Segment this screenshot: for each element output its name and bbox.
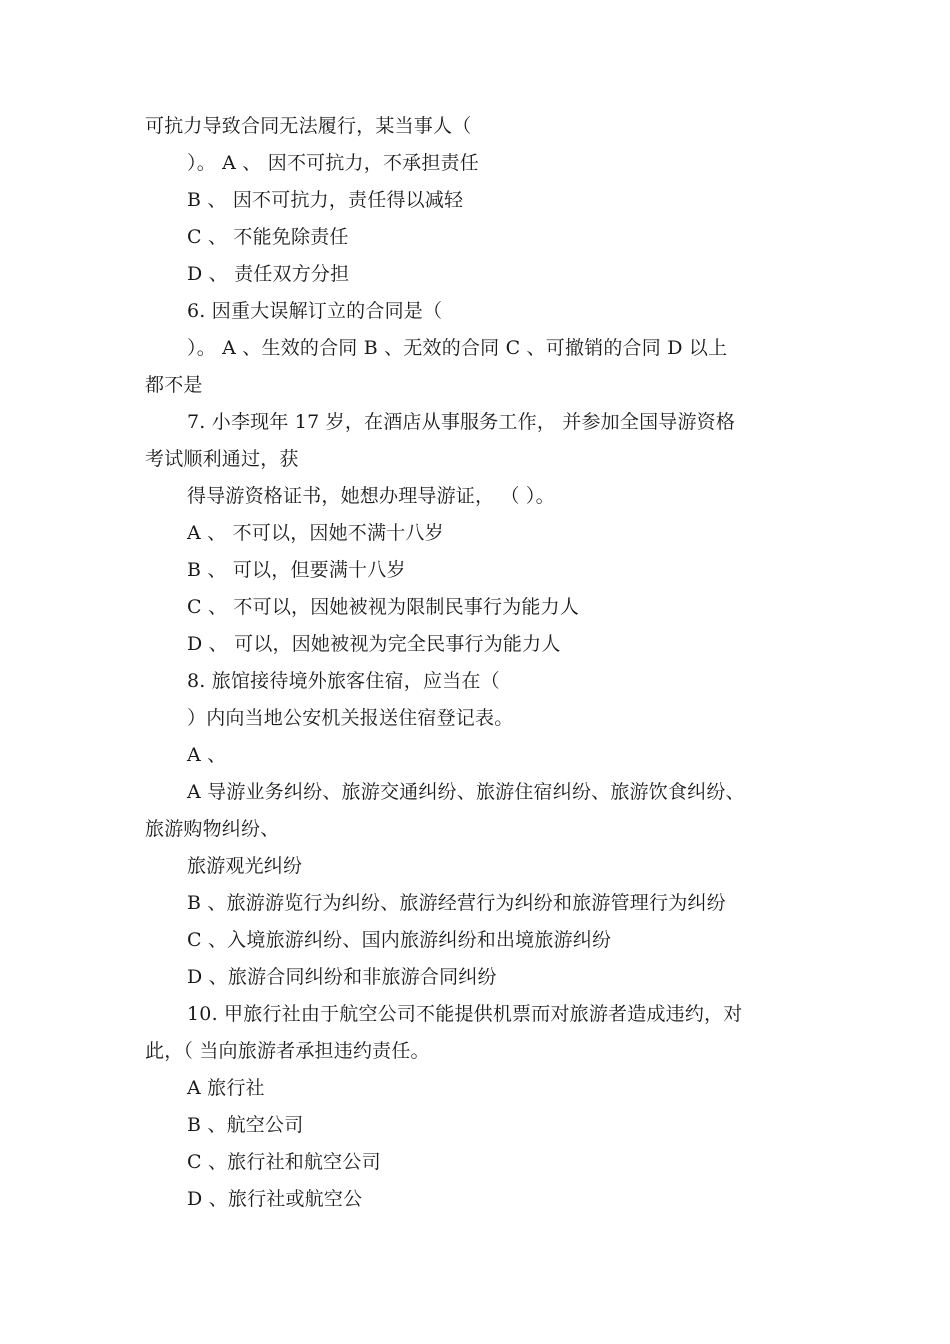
text-line: ）。 A 、 因不可抗力，不承担责任 — [187, 152, 479, 174]
text-line: C 、入境旅游纠纷、国内旅游纠纷和出境旅游纠纷 — [187, 929, 612, 951]
text-line: A 导游业务纠纷、旅游交通纠纷、旅游住宿纠纷、旅游饮食纠纷、 — [187, 781, 745, 803]
text-line: 10. 甲旅行社由于航空公司不能提供机票而对旅游者造成违约，对 — [187, 1003, 743, 1025]
text-line: 7. 小李现年 17 岁，在酒店从事服务工作， 并参加全国导游资格 — [187, 411, 736, 433]
text-line: B 、航空公司 — [187, 1114, 304, 1136]
text-line: B 、 可以，但要满十八岁 — [187, 559, 406, 581]
text-line: D 、旅行社或航空公 — [187, 1188, 363, 1210]
text-line: 8. 旅馆接待境外旅客住宿，应当在（ — [187, 670, 500, 692]
text-line: C 、 不可以，因她被视为限制民事行为能力人 — [187, 596, 580, 618]
text-line: 考试顺利通过，获 — [145, 448, 299, 470]
text-line: 都不是 — [145, 374, 203, 396]
text-line: 旅游购物纠纷、 — [145, 818, 280, 840]
text-line: ）。 A 、生效的合同 B 、无效的合同 C 、可撤销的合同 D 以上 — [187, 337, 728, 359]
text-line: 6. 因重大误解订立的合同是（ — [187, 300, 443, 322]
text-line: C 、旅行社和航空公司 — [187, 1151, 381, 1173]
text-line: 可抗力导致合同无法履行，某当事人（ — [145, 115, 472, 137]
text-line: ）内向当地公安机关报送住宿登记表。 — [187, 707, 514, 729]
text-line: B 、 因不可抗力，责任得以减轻 — [187, 189, 464, 211]
text-line: D 、 可以，因她被视为完全民事行为能力人 — [187, 633, 561, 655]
text-line: D 、 责任双方分担 — [187, 263, 350, 285]
text-line: D 、旅游合同纠纷和非旅游合同纠纷 — [187, 966, 497, 988]
text-line: 得导游资格证书，她想办理导游证， （ ）。 — [187, 485, 555, 507]
document-text-block — [145, 108, 810, 1218]
text-line: A 、 — [187, 744, 227, 766]
text-line: C 、 不能免除责任 — [187, 226, 349, 248]
text-line: B 、旅游游览行为纠纷、旅游经营行为纠纷和旅游管理行为纠纷 — [187, 892, 726, 914]
text-line: A 旅行社 — [187, 1077, 265, 1099]
text-line: 旅游观光纠纷 — [187, 855, 303, 877]
text-line: 此，（ 当向旅游者承担违约责任。 — [145, 1040, 430, 1062]
text-line: A 、 不可以，因她不满十八岁 — [187, 522, 444, 544]
